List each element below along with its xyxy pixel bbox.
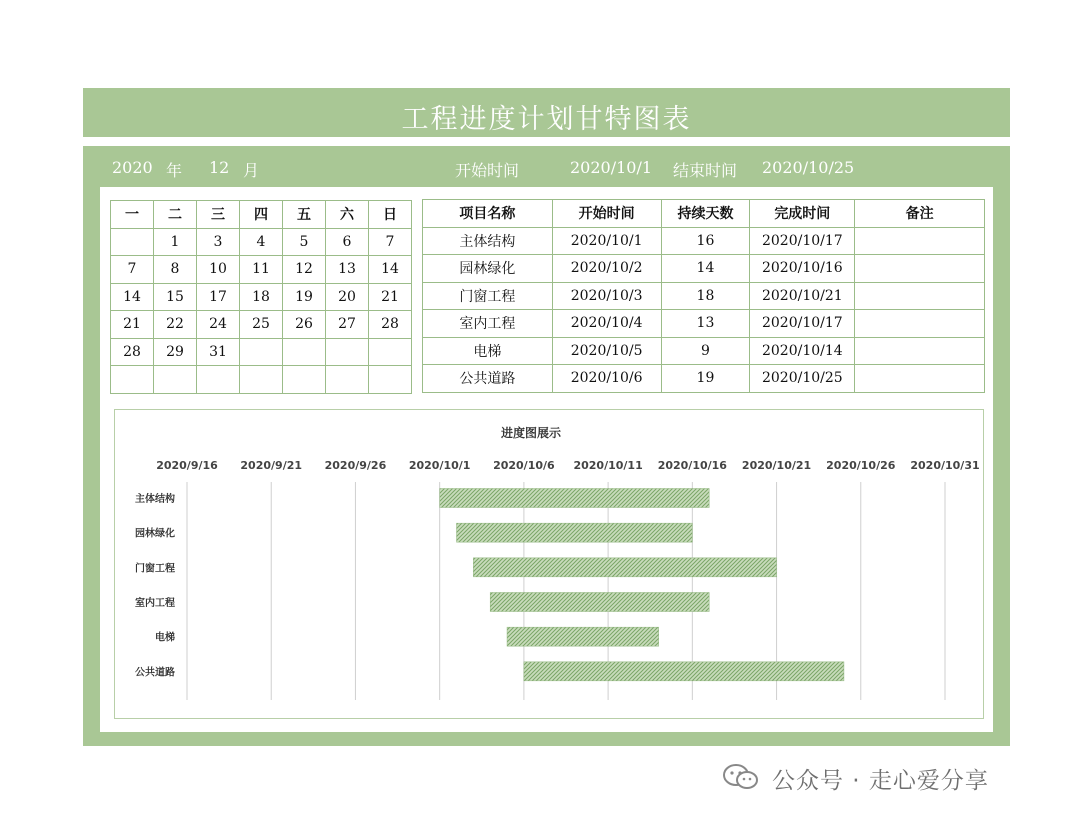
calendar-weekday-row xyxy=(111,201,412,229)
project-name-cell: 公共道路 xyxy=(423,365,553,393)
calendar-table xyxy=(110,200,412,394)
calendar-day-cell: 21 xyxy=(111,311,154,339)
calendar-day-cell: 6 xyxy=(326,228,369,256)
x-tick-label: 2020/10/16 xyxy=(657,459,727,472)
calendar-day-cell: 3 xyxy=(197,228,240,256)
x-tick-label: 2020/10/6 xyxy=(493,459,555,472)
calendar-day-cell: 15 xyxy=(154,283,197,311)
x-tick-label: 2020/10/31 xyxy=(910,459,980,472)
project-name-cell: 门窗工程 xyxy=(423,282,553,310)
calendar-day-cell: 12 xyxy=(283,256,326,284)
calendar-day-cell xyxy=(326,366,369,394)
calendar-day-cell: 28 xyxy=(111,338,154,366)
y-category-label: 门窗工程 xyxy=(135,563,175,575)
calendar-day-cell: 8 xyxy=(154,256,197,284)
calendar-day-cell: 25 xyxy=(240,311,283,339)
calendar-day-cell: 20 xyxy=(326,283,369,311)
page-title: 工程进度计划甘特图表 xyxy=(401,104,692,135)
table-row xyxy=(423,310,985,338)
calendar-week-row xyxy=(111,338,412,366)
project-finish-cell: 2020/10/14 xyxy=(750,337,855,365)
calendar-week-row xyxy=(111,311,412,339)
gantt-bar xyxy=(473,558,776,577)
y-category-label: 主体结构 xyxy=(135,494,175,505)
header-year: 2020 xyxy=(112,158,153,177)
calendar-day-cell: 22 xyxy=(154,311,197,339)
calendar-day-cell: 11 xyxy=(240,256,283,284)
header-start-label: 开始时间 xyxy=(455,161,520,180)
calendar-day-cell: 29 xyxy=(154,338,197,366)
project-duration-cell: 13 xyxy=(661,310,750,338)
calendar-day-cell: 7 xyxy=(369,228,412,256)
project-table xyxy=(422,199,985,393)
project-notes-cell xyxy=(855,227,985,255)
x-tick-label: 2020/9/21 xyxy=(240,459,303,472)
calendar-day-cell: 18 xyxy=(240,283,283,311)
project-name-cell: 园林绿化 xyxy=(423,255,553,283)
header-end-label: 结束时间 xyxy=(673,161,738,180)
weekday-wed: 三 xyxy=(197,201,240,229)
col-header-duration: 持续天数 xyxy=(661,200,750,228)
project-duration-cell: 16 xyxy=(661,227,750,255)
weekday-sun: 日 xyxy=(369,201,412,229)
gantt-chart-panel xyxy=(114,409,984,719)
project-finish-cell: 2020/10/21 xyxy=(750,282,855,310)
project-finish-cell: 2020/10/17 xyxy=(750,310,855,338)
calendar-day-cell xyxy=(240,366,283,394)
project-finish-cell: 2020/10/16 xyxy=(750,255,855,283)
calendar-day-cell xyxy=(197,366,240,394)
project-notes-cell xyxy=(855,365,985,393)
weekday-thu: 四 xyxy=(240,201,283,229)
calendar-week-row xyxy=(111,283,412,311)
calendar-day-cell: 19 xyxy=(283,283,326,311)
x-tick-label: 2020/10/11 xyxy=(573,459,643,472)
project-start-cell: 2020/10/4 xyxy=(552,310,661,338)
col-header-notes: 备注 xyxy=(855,200,985,228)
calendar-day-cell xyxy=(240,338,283,366)
gantt-bar xyxy=(524,662,844,681)
calendar-week-row xyxy=(111,228,412,256)
calendar-day-cell xyxy=(283,366,326,394)
calendar-day-cell: 17 xyxy=(197,283,240,311)
project-start-cell: 2020/10/2 xyxy=(552,255,661,283)
calendar-day-cell: 13 xyxy=(326,256,369,284)
y-category-label: 电梯 xyxy=(155,632,175,644)
project-notes-cell xyxy=(855,282,985,310)
calendar-week-row xyxy=(111,366,412,394)
project-name-cell: 电梯 xyxy=(423,337,553,365)
gantt-bar xyxy=(457,523,693,542)
calendar-day-cell: 26 xyxy=(283,311,326,339)
table-row xyxy=(423,282,985,310)
x-tick-label: 2020/10/1 xyxy=(408,459,471,472)
calendar-day-cell xyxy=(111,228,154,256)
calendar-day-cell xyxy=(154,366,197,394)
calendar-day-cell xyxy=(326,338,369,366)
header-year-label: 年 xyxy=(166,161,183,180)
project-header-row xyxy=(423,200,985,228)
gantt-bar xyxy=(507,627,659,646)
x-tick-label: 2020/9/26 xyxy=(324,459,387,472)
calendar-day-cell: 31 xyxy=(197,338,240,366)
header-end-value: 2020/10/25 xyxy=(762,158,855,177)
project-notes-cell xyxy=(855,310,985,338)
project-name-cell: 主体结构 xyxy=(423,227,553,255)
project-duration-cell: 9 xyxy=(661,337,750,365)
x-tick-label: 2020/10/26 xyxy=(826,459,896,472)
project-start-cell: 2020/10/3 xyxy=(552,282,661,310)
x-tick-label: 2020/9/16 xyxy=(156,459,218,472)
col-header-name: 项目名称 xyxy=(423,200,553,228)
weekday-mon: 一 xyxy=(111,201,154,229)
calendar-day-cell: 5 xyxy=(283,228,326,256)
calendar-day-cell: 28 xyxy=(369,311,412,339)
table-row xyxy=(423,255,985,283)
header-month-label: 月 xyxy=(243,161,260,180)
title-bar xyxy=(83,88,1010,137)
calendar-day-cell xyxy=(283,338,326,366)
header-month: 12 xyxy=(209,158,230,177)
chart-title: 进度图展示 xyxy=(500,426,562,440)
calendar-day-cell: 21 xyxy=(369,283,412,311)
project-start-cell: 2020/10/1 xyxy=(552,227,661,255)
table-row xyxy=(423,227,985,255)
gantt-bar xyxy=(440,489,710,508)
project-start-cell: 2020/10/6 xyxy=(552,365,661,393)
watermark-text: 公众号 · 走心爱分享 xyxy=(772,768,989,794)
calendar-day-cell: 14 xyxy=(369,256,412,284)
project-start-cell: 2020/10/5 xyxy=(552,337,661,365)
project-finish-cell: 2020/10/17 xyxy=(750,227,855,255)
table-row xyxy=(423,365,985,393)
weekday-tue: 二 xyxy=(154,201,197,229)
calendar-day-cell: 1 xyxy=(154,228,197,256)
weekday-fri: 五 xyxy=(283,201,326,229)
project-duration-cell: 18 xyxy=(661,282,750,310)
project-duration-cell: 14 xyxy=(661,255,750,283)
project-finish-cell: 2020/10/25 xyxy=(750,365,855,393)
weekday-sat: 六 xyxy=(326,201,369,229)
col-header-start: 开始时间 xyxy=(552,200,661,228)
y-category-label: 园林绿化 xyxy=(135,528,175,540)
calendar-day-cell: 10 xyxy=(197,256,240,284)
col-header-finish: 完成时间 xyxy=(750,200,855,228)
x-tick-label: 2020/10/21 xyxy=(741,459,812,472)
calendar-day-cell: 4 xyxy=(240,228,283,256)
table-row xyxy=(423,337,985,365)
project-notes-cell xyxy=(855,337,985,365)
header-start-value: 2020/10/1 xyxy=(570,158,653,177)
calendar-day-cell: 24 xyxy=(197,311,240,339)
project-notes-cell xyxy=(855,255,985,283)
calendar-day-cell xyxy=(111,366,154,394)
calendar-day-cell xyxy=(369,366,412,394)
calendar-day-cell: 14 xyxy=(111,283,154,311)
wechat-icon xyxy=(722,764,760,790)
calendar-day-cell: 7 xyxy=(111,256,154,284)
project-duration-cell: 19 xyxy=(661,365,750,393)
gantt-bar xyxy=(490,593,709,612)
calendar-day-cell: 27 xyxy=(326,311,369,339)
gantt-chart xyxy=(115,410,983,718)
y-category-label: 公共道路 xyxy=(135,667,175,679)
calendar-week-row xyxy=(111,256,412,284)
project-name-cell: 室内工程 xyxy=(423,310,553,338)
y-category-label: 室内工程 xyxy=(135,598,175,609)
calendar-day-cell xyxy=(369,338,412,366)
